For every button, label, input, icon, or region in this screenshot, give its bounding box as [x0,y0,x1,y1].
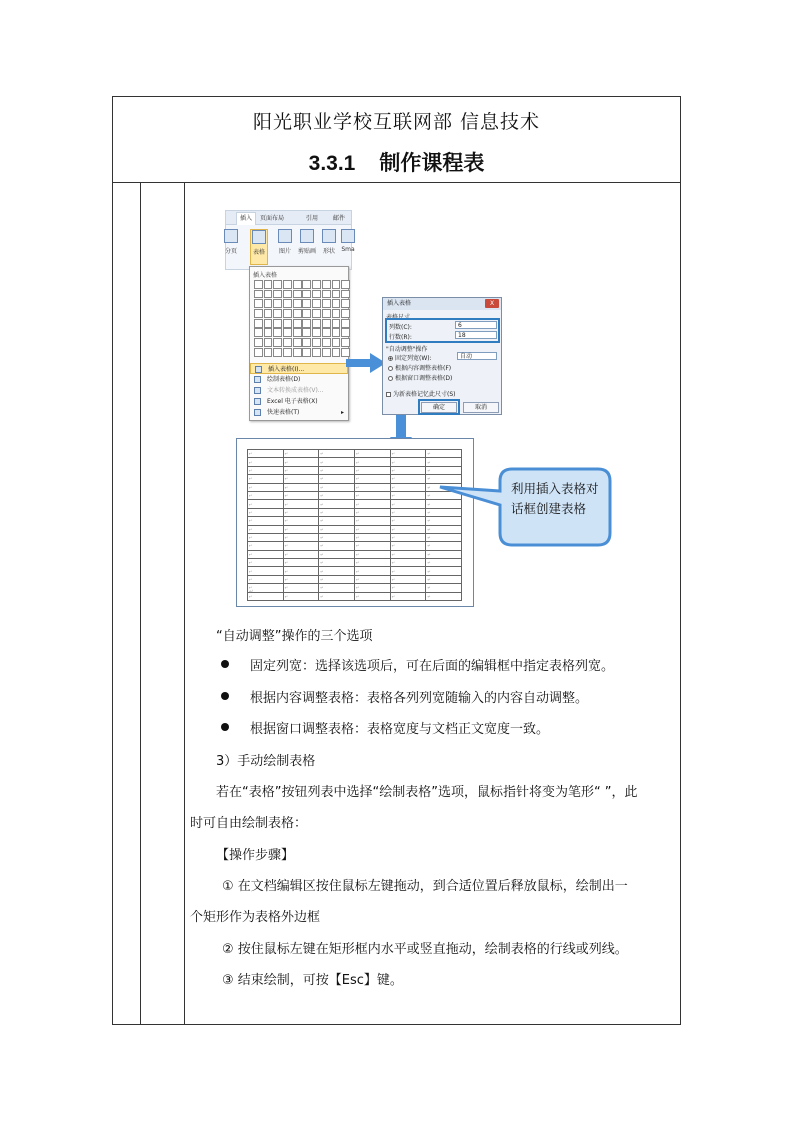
grid-cell[interactable] [264,299,273,308]
close-icon[interactable]: X [485,299,499,308]
grid-cell[interactable] [293,328,302,337]
table-cell: ↵ [390,542,426,550]
grid-cell[interactable] [312,280,321,289]
grid-cell[interactable] [273,309,282,318]
table-cell: ↵ [248,483,284,491]
grid-cell[interactable] [341,319,350,328]
table-cell: ↵ [355,559,391,567]
table-cell: ↵ [283,466,319,474]
cols-label: 列数(C): [389,324,412,331]
submenu-arrow-icon: ▸ [340,409,344,416]
menu-item-excel-table[interactable]: Excel 电子表格(X) [250,396,348,407]
grid-cell[interactable] [332,309,341,318]
table-cell: ↵ [248,475,284,483]
grid-cell[interactable] [312,309,321,318]
table-cell: ↵ [390,559,426,567]
option-autofit-window[interactable]: 根据窗口调整表格(D) [388,373,452,382]
step-1-line1: ① 在文档编辑区按住鼠标左键拖动，到合适位置后释放鼠标，绘制出一 [222,879,628,894]
table-cell: ↵ [248,450,284,458]
table-row [248,550,462,558]
section-number: 3.3.1 [308,152,356,175]
grid-cell[interactable] [283,348,292,357]
ok-highlight-box [418,399,460,415]
table-cell: ↵ [319,450,355,458]
table-cell: ↵ [390,450,426,458]
table-cell: ↵ [283,525,319,533]
table-cell: ↵ [355,567,391,575]
grid-cell[interactable] [273,348,282,357]
table-cell: ↵ [426,475,462,483]
table-cell: ↵ [319,517,355,525]
rows-input[interactable]: 18 [455,331,497,339]
grid-cell[interactable] [273,338,282,347]
grid-cell[interactable] [312,338,321,347]
table-cell: ↵ [355,542,391,550]
table-cell: ↵ [355,517,391,525]
table-cell: ↵ [426,508,462,516]
grid-cell[interactable] [254,338,263,347]
table-cell: ↵ [248,491,284,499]
radio-autofit-content[interactable] [388,366,393,371]
grid-cell[interactable] [264,290,273,299]
table-cell: ↵ [319,567,355,575]
table-cell: ↵ [248,517,284,525]
table-cell: ↵ [319,575,355,583]
grid-cell[interactable] [264,309,273,318]
insert-table-menu-title: 插入表格 [253,272,278,279]
table-cell: ↵ [426,584,462,592]
table-cell: ↵ [248,458,284,466]
grid-cell[interactable] [341,309,350,318]
table-cell: ↵ [426,450,462,458]
section-autofit: "自动调整"操作 [386,346,428,353]
table-cell: ↵ [248,508,284,516]
radio-autofit-window[interactable] [388,376,393,381]
grid-cell[interactable] [273,319,282,328]
table-cell: ↵ [355,483,391,491]
grid-cell[interactable] [332,290,341,299]
menu-item-quick-tables[interactable]: 快速表格(T) ▸ [250,407,348,418]
table-cell: ↵ [426,517,462,525]
grid-cell[interactable] [302,328,311,337]
cols-input[interactable]: 6 [455,321,497,329]
table-cell: ↵ [426,592,462,600]
table-button[interactable]: 表格 [250,229,268,265]
bullet-dot [221,692,229,700]
table-cell: ↵ [355,592,391,600]
grid-cell[interactable] [264,338,273,347]
table-cell: ↵ [390,500,426,508]
table-cell: ↵ [390,483,426,491]
table-cell: ↵ [248,584,284,592]
table-cell: ↵ [319,542,355,550]
grid-cell[interactable] [254,328,263,337]
grid-cell[interactable] [302,290,311,299]
rows-label: 行数(R): [389,334,412,341]
grid-cell[interactable] [264,348,273,357]
grid-cell[interactable] [322,338,331,347]
table-cell: ↵ [283,533,319,541]
grid-cell[interactable] [322,299,331,308]
table-cell: ↵ [283,542,319,550]
picture-icon [278,229,292,243]
grid-cell[interactable] [302,309,311,318]
table-cell: ↵ [319,592,355,600]
table-cell: ↵ [426,483,462,491]
table-cell: ↵ [390,466,426,474]
grid-cell[interactable] [273,290,282,299]
table-cell: ↵ [390,584,426,592]
table-cell: ↵ [355,466,391,474]
table-cell: ↵ [355,575,391,583]
callout-text: 利用插入表格对话框创建表格 [511,481,599,516]
section-title: 制作课程表 [379,151,485,175]
cancel-button[interactable]: 取消 [463,402,499,413]
table-cell: ↵ [319,491,355,499]
table-cell: ↵ [390,567,426,575]
grid-cell[interactable] [332,348,341,357]
radio-fixed-width[interactable] [388,356,393,361]
table-cell: ↵ [426,550,462,558]
grid-cell[interactable] [293,338,302,347]
table-cell: ↵ [283,475,319,483]
grid-cell[interactable] [293,280,302,289]
para-draw-line1: 若在“表格”按钮列表中选择“绘制表格”选项，鼠标指针将变为笔形“ ”，此 [216,785,638,800]
table-cell: ↵ [283,500,319,508]
grid-cell[interactable] [332,319,341,328]
table-cell: ↵ [355,525,391,533]
table-cell: ↵ [319,550,355,558]
arrow-right-icon [346,353,386,373]
table-cell: ↵ [283,508,319,516]
table-cell: ↵ [390,517,426,525]
table-cell: ↵ [355,458,391,466]
grid-cell[interactable] [341,338,350,347]
grid-cell[interactable] [283,328,292,337]
grid-cell[interactable] [283,290,292,299]
table-cell: ↵ [426,525,462,533]
grid-cell[interactable] [332,280,341,289]
menu-item-insert-table[interactable]: 插入表格(I)... [250,363,348,374]
table-cell: ↵ [390,575,426,583]
table-cell: ↵ [319,475,355,483]
ribbon-tabs [226,211,351,225]
para-draw-line2: 时可自由绘制表格： [190,816,308,831]
grid-cell[interactable] [302,299,311,308]
table-cell: ↵ [283,575,319,583]
quick-tables-icon [254,409,261,416]
grid-cell[interactable] [293,290,302,299]
ribbon-tab-insert[interactable]: 插入 [236,212,256,225]
bullet-dot [221,723,229,731]
grid-cell[interactable] [273,299,282,308]
table-cell: ↵ [248,550,284,558]
grid-cell[interactable] [293,309,302,318]
grid-cell[interactable] [341,280,350,289]
bullet-autofit-window: 根据窗口调整表格：表格宽度与文档正文宽度一致。 [250,722,550,737]
menu-item-draw-table[interactable]: 绘制表格(D) [250,374,348,385]
smartart-button[interactable]: Sma [339,229,357,253]
grid-cell[interactable] [254,348,263,357]
step-2: ② 按住鼠标左键在矩形框内水平或竖直拖动，绘制表格的行线或列线。 [222,942,628,957]
table-cell: ↵ [248,500,284,508]
table-cell: ↵ [355,450,391,458]
grid-cell[interactable] [302,338,311,347]
table-cell: ↵ [283,450,319,458]
grid-cell[interactable] [322,348,331,357]
table-cell: ↵ [248,567,284,575]
grid-cell[interactable] [312,328,321,337]
table-row [248,575,462,583]
grid-cell[interactable] [332,338,341,347]
table-cell: ↵ [319,533,355,541]
table-size-grid[interactable] [254,280,350,357]
bullet-fixed-width: 固定列宽：选择该选项后，可在后面的编辑框中指定表格列宽。 [250,659,615,674]
bullet-dot [221,660,229,668]
heading-manual-draw: 3）手动绘制表格 [216,754,316,769]
table-cell: ↵ [248,575,284,583]
table-cell: ↵ [426,491,462,499]
table-cell: ↵ [355,533,391,541]
grid-cell[interactable] [341,328,350,337]
table-cell: ↵ [319,525,355,533]
grid-cell[interactable] [293,348,302,357]
text-to-table-icon [254,387,261,394]
bullet-autofit-content: 根据内容调整表格：表格各列列宽随输入的内容自动调整。 [250,691,589,706]
table-cell: ↵ [426,458,462,466]
left-column-divider-2 [184,183,185,1024]
table-cell: ↵ [390,508,426,516]
remember-size-option[interactable]: 为新表格记忆此尺寸(S) [386,389,456,398]
school-title: 阳光职业学校互联网部 信息技术 [252,111,541,133]
table-cell: ↵ [426,500,462,508]
grid-cell[interactable] [293,299,302,308]
grid-cell[interactable] [302,319,311,328]
table-cell: ↵ [426,567,462,575]
word-ribbon-screenshot [224,210,355,270]
ribbon-tab-layout[interactable]: 页面布局 [260,215,285,222]
clipart-icon [300,229,314,243]
table-cell: ↵ [283,458,319,466]
table-row [248,584,462,592]
table-cell: ↵ [319,559,355,567]
table-cell: ↵ [283,559,319,567]
table-cell: ↵ [319,458,355,466]
table-cell: ↵ [283,584,319,592]
grid-cell[interactable] [254,280,263,289]
dialog-title: 插入表格 [383,298,501,310]
table-icon [252,230,266,244]
insert-table-dropdown [249,266,349,421]
table-cell: ↵ [390,475,426,483]
shapes-icon [322,229,336,243]
grid-cell[interactable] [312,299,321,308]
table-row [248,567,462,575]
clipart-button[interactable]: 剪贴画 [298,229,316,255]
grid-cell[interactable] [264,319,273,328]
table-cell: ↵ [390,550,426,558]
grid-cell[interactable] [264,328,273,337]
ribbon-tab-mailings[interactable]: 邮件 [333,215,346,222]
ok-button[interactable]: 确定 [421,402,457,413]
table-cell: ↵ [355,475,391,483]
grid-cell[interactable] [283,319,292,328]
table-cell: ↵ [283,592,319,600]
table-cell: ↵ [390,592,426,600]
grid-cell[interactable] [322,280,331,289]
table-cell: ↵ [355,508,391,516]
picture-button[interactable]: 图片 [276,229,294,255]
smartart-icon [341,229,355,243]
steps-title: 【操作步骤】 [216,848,295,863]
grid-cell[interactable] [273,328,282,337]
table-cell: ↵ [248,466,284,474]
menu-item-text-to-table[interactable]: 文本转换成表格(V)... [250,385,348,396]
left-column-divider-1 [140,183,141,1024]
table-cell: ↵ [283,550,319,558]
grid-cell[interactable] [332,328,341,337]
page-break-icon [224,229,238,243]
grid-cell[interactable] [254,299,263,308]
grid-cell[interactable] [283,338,292,347]
table-cell: ↵ [248,525,284,533]
table-cell: ↵ [283,567,319,575]
section-table-size: 表格尺寸 [386,314,411,321]
grid-cell[interactable] [283,309,292,318]
table-cell: ↵ [355,500,391,508]
grid-cell[interactable] [264,280,273,289]
table-cell: ↵ [283,517,319,525]
draw-table-icon [254,376,261,383]
grid-cell[interactable] [254,290,263,299]
grid-cell[interactable] [322,290,331,299]
table-cell: ↵ [355,550,391,558]
grid-cell[interactable] [254,309,263,318]
grid-cell[interactable] [322,309,331,318]
table-cell: ↵ [319,466,355,474]
shapes-button[interactable]: 形状 [320,229,338,255]
table-cell: ↵ [283,491,319,499]
grid-cell[interactable] [341,290,350,299]
size-highlight-box [385,318,500,343]
option-fixed-width[interactable]: 固定列宽(W): [388,353,432,362]
table-cell: ↵ [390,458,426,466]
ribbon-tab-references[interactable]: 引用 [306,215,319,222]
page-break-button[interactable]: 分页 [222,229,240,255]
table-cell: ↵ [426,575,462,583]
table-cell: ↵ [426,559,462,567]
table-row [248,592,462,600]
grid-cell[interactable] [273,280,282,289]
table-cell: ↵ [319,508,355,516]
option-autofit-content[interactable]: 根据内容调整表格(F) [388,363,451,372]
table-cell: ↵ [319,584,355,592]
excel-icon [254,398,261,405]
autofit-intro: “自动调整”操作的三个选项 [216,629,373,644]
grid-cell[interactable] [283,280,292,289]
title-divider [113,182,680,183]
table-cell: ↵ [390,491,426,499]
table-cell: ↵ [390,525,426,533]
table-cell: ↵ [248,542,284,550]
table-cell: ↵ [355,584,391,592]
step-1-line2: 个矩形作为表格外边框 [190,910,321,925]
table-cell: ↵ [319,483,355,491]
grid-cell[interactable] [283,299,292,308]
fixed-width-input[interactable]: 自动 [457,352,497,360]
grid-cell[interactable] [312,319,321,328]
table-cell: ↵ [283,483,319,491]
table-cell: ↵ [248,592,284,600]
table-cell: ↵ [319,500,355,508]
insert-table-icon [255,366,262,373]
table-cell: ↵ [426,542,462,550]
grid-cell[interactable] [322,319,331,328]
grid-cell[interactable] [302,348,311,357]
grid-cell[interactable] [322,328,331,337]
paragraph-mark: ↵ [249,589,254,595]
section-heading [113,147,680,177]
grid-cell[interactable] [254,319,263,328]
grid-cell[interactable] [293,319,302,328]
table-cell: ↵ [248,559,284,567]
table-cell: ↵ [248,533,284,541]
table-row [248,559,462,567]
table-cell: ↵ [426,466,462,474]
table-row [248,450,462,458]
remember-size-checkbox[interactable] [386,392,391,397]
grid-cell[interactable] [332,299,341,308]
grid-cell[interactable] [312,348,321,357]
table-cell: ↵ [390,533,426,541]
grid-cell[interactable] [312,290,321,299]
insert-table-dialog [382,297,502,415]
grid-cell[interactable] [302,280,311,289]
table-cell: ↵ [355,491,391,499]
grid-cell[interactable] [341,299,350,308]
table-cell: ↵ [426,533,462,541]
step-3: ③ 结束绘制，可按【Esc】键。 [222,973,403,988]
